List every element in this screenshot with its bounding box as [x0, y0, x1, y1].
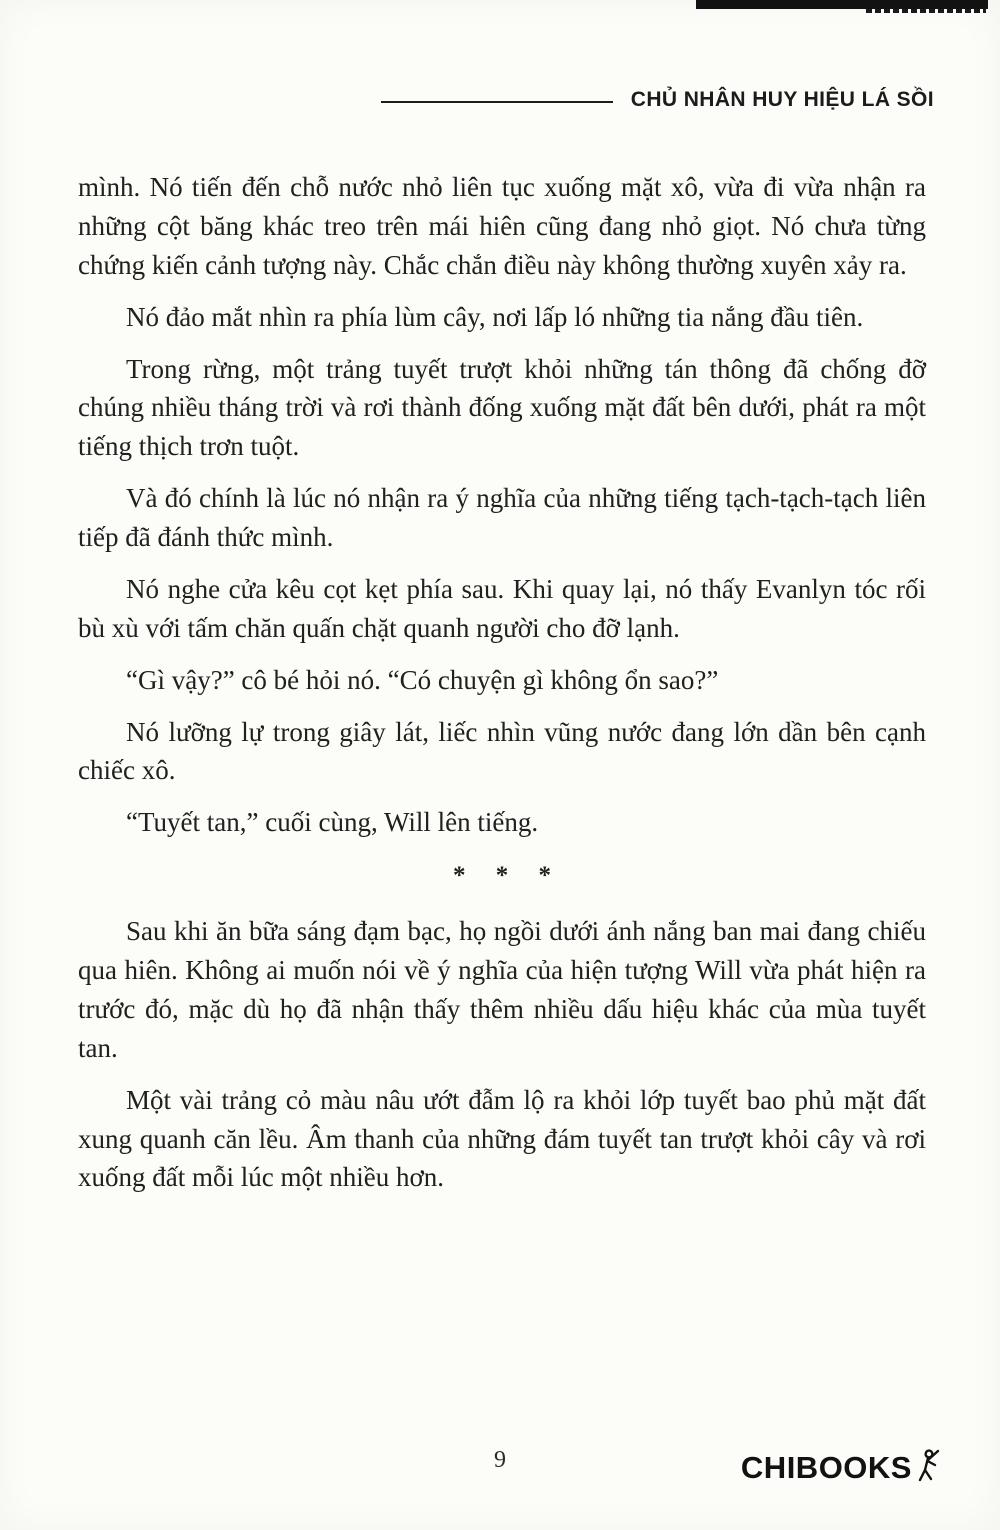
chapter-title: CHỦ NHÂN HUY HIỆU LÁ SỒI	[630, 88, 934, 111]
scene-break: * * *	[453, 862, 563, 890]
paragraph: Trong rừng, một trảng tuyết trượt khỏi những tán thông đã chống đỡ chúng nhiều tháng trời và rơi thành đống xuống mặt đất bên dưới, phát ra một tiếng thịch trơn tuột.	[78, 353, 926, 462]
body-text	[78, 168, 926, 1210]
paragraph: Và đó chính là lúc nó nhận ra ý nghĩa của những tiếng tạch-tạch-tạch liên tiếp đã đánh thức mình.	[78, 483, 926, 552]
scan-artifact-fragment	[866, 9, 986, 13]
chibooks-logo	[741, 1446, 942, 1486]
paragraph: Một vài trảng cỏ màu nâu ướt đẫm lộ ra khỏi lớp tuyết bao phủ mặt đất xung quanh căn lều. Âm thanh của những đám tuyết tan trượt khỏi cây và rơi xuống đất mỗi lúc một nhiều hơn.	[78, 1084, 926, 1193]
scan-artifact	[696, 0, 988, 9]
paragraph: “Gì vậy?” cô bé hỏi nó. “Có chuyện gì không ổn sao?”	[126, 664, 719, 695]
running-header	[0, 88, 934, 112]
paragraph: Nó nghe cửa kêu cọt kẹt phía sau. Khi quay lại, nó thấy Evanlyn tóc rối bù xù với tấm chăn quấn chặt quanh người cho đỡ lạnh.	[78, 573, 926, 643]
paragraph: Nó đảo mắt nhìn ra phía lùm cây, nơi lấp ló những tia nắng đầu tiên.	[126, 301, 864, 332]
header-rule	[381, 101, 613, 103]
chibooks-figure-icon	[914, 1446, 942, 1484]
paragraph: Nó lưỡng lự trong giây lát, liếc nhìn vũng nước đang lớn dần bên cạnh chiếc xô.	[78, 716, 926, 786]
paragraph: “Tuyết tan,” cuối cùng, Will lên tiếng.	[126, 807, 539, 838]
paragraph: Sau khi ăn bữa sáng đạm bạc, họ ngồi dưới ánh nắng ban mai đang chiếu qua hiên. Không ai muốn nói về ý nghĩa của hiện tượng Will vừa phát hiện ra trước đó, mặc dù họ đã nhận thấy thêm nhiều dấu hiệu khác của mùa tuyết tan.	[78, 916, 926, 1063]
page-number: 9	[494, 1447, 506, 1473]
paragraph: mình. Nó tiến đến chỗ nước nhỏ liên tục xuống mặt xô, vừa đi vừa nhận ra những cột băng khác treo trên mái hiên cũng đang nhỏ giọt. Nó chưa từng chứng kiến cảnh tượng này. Chắc chắn điều này không thường xuyên xảy ra.	[78, 172, 926, 280]
publisher-name: CHIBOOKS	[740, 1450, 912, 1485]
